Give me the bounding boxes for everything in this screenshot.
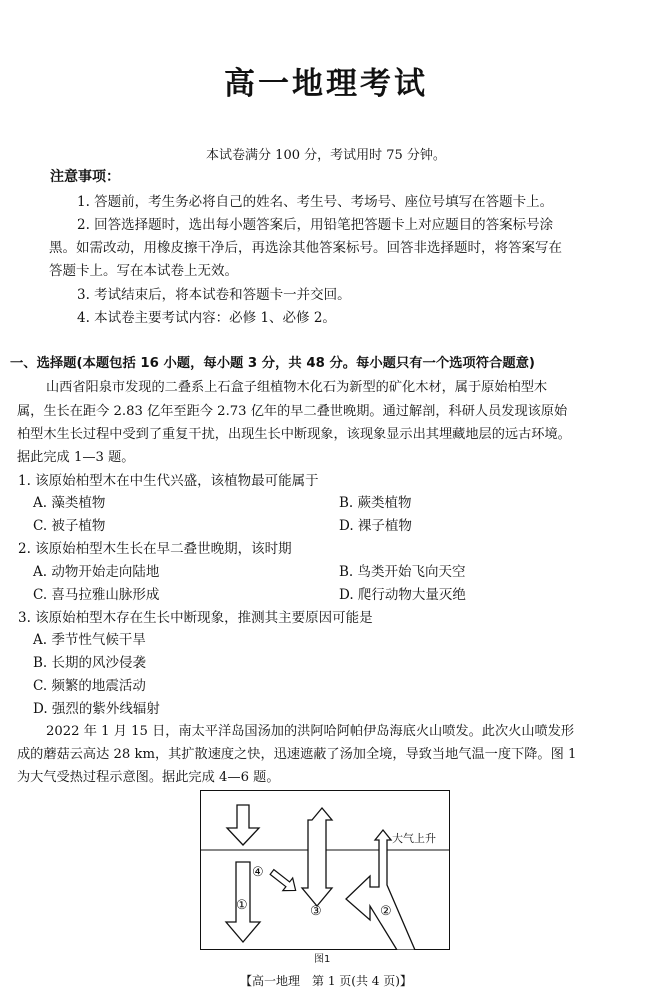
option-d: D. 强烈的紫外线辐射 (33, 701, 160, 717)
option-d: D. 爬行动物大量灭绝 (339, 587, 466, 603)
atmosphere-heating-diagram (200, 790, 450, 950)
page-footer: 【高一地理 第 1 页(共 4 页)】 (240, 974, 412, 988)
section-heading: 一、选择题(本题包括 16 小题，每小题 3 分，共 48 分。每小题只有一个选项符合题意) (10, 356, 535, 371)
marker-3: ③ (310, 904, 322, 919)
passage-line: 2022 年 1 月 15 日，南太平洋岛国汤加的洪阿哈阿帕伊岛海底火山喷发。此次火山喷发形 (46, 724, 575, 739)
notice-line: 黑。如需改动，用橡皮擦干净后，再选涂其他答案标号。回答非选择题时，将答案写在 (49, 240, 562, 256)
passage-line: 属，生长在距今 2.83 亿年至距今 2.73 亿年的早二叠世晚期。通过解剖，科研人员发现该原始 (17, 404, 568, 419)
option-a: A. 动物开始走向陆地 (33, 564, 160, 580)
passage-line: 为大气受热过程示意图。据此完成 4—6 题。 (17, 770, 280, 785)
option-b: B. 鸟类开始飞向天空 (339, 564, 466, 580)
option-a: A. 藻类植物 (33, 495, 106, 511)
arrow-4 (267, 866, 300, 897)
notice-line: 1. 答题前，考生务必将自己的姓名、考生号、考场号、座位号填写在答题卡上。 (77, 194, 554, 210)
passage-line: 柏型木生长过程中受到了重复干扰，出现生长中断现象，该现象显示出其埋藏地层的远古环境。 (17, 427, 571, 442)
notice-line: 2. 回答选择题时，选出每小题答案后，用铅笔把答题卡上对应题目的答案标号涂 (77, 217, 554, 233)
page-title: 高一地理考试 (224, 66, 428, 102)
question-stem: 2. 该原始柏型木生长在早二叠世晚期，该时期 (18, 541, 292, 557)
option-a: A. 季节性气候干旱 (33, 632, 146, 648)
notice-line: 答题卡上。写在本试卷上无效。 (49, 263, 238, 279)
option-d: D. 裸子植物 (339, 518, 412, 534)
incoming-solar-arrow (227, 805, 259, 845)
figure-caption: 图1 (314, 954, 331, 965)
passage-line: 成的蘑菇云高达 28 km，其扩散速度之快，迅速遮蔽了汤加全境，导致当地气温一度下降。图 1 (17, 747, 577, 762)
marker-2: ② (380, 904, 392, 919)
passage-line: 据此完成 1—3 题。 (17, 450, 135, 465)
passage-line: 山西省阳泉市发现的二叠系上石盒子组植物木化石为新型的矿化木材，属于原始柏型木 (46, 380, 548, 395)
notice-line: 4. 本试卷主要考试内容：必修 1、必修 2。 (77, 310, 336, 326)
atmosphere-rise-label: 大气上升 (392, 832, 436, 845)
option-c: C. 喜马拉雅山脉形成 (33, 587, 160, 603)
marker-1: ① (236, 898, 248, 913)
option-c: C. 频繁的地震活动 (33, 678, 146, 694)
option-b: B. 长期的风沙侵袭 (33, 655, 147, 671)
marker-4: ④ (252, 865, 264, 880)
option-c: C. 被子植物 (33, 518, 106, 534)
question-stem: 3. 该原始柏型木存在生长中断现象，推测其主要原因可能是 (18, 610, 373, 626)
arrow-2 (346, 830, 415, 950)
arrow-3 (302, 808, 332, 906)
notice-line: 3. 考试结束后，将本试卷和答题卡一并交回。 (77, 287, 351, 303)
question-stem: 1. 该原始柏型木在中生代兴盛，该植物最可能属于 (18, 473, 319, 489)
notice-heading: 注意事项： (50, 169, 120, 185)
option-b: B. 蕨类植物 (339, 495, 412, 511)
exam-info: 本试卷满分 100 分，考试用时 75 分钟。 (206, 148, 446, 163)
